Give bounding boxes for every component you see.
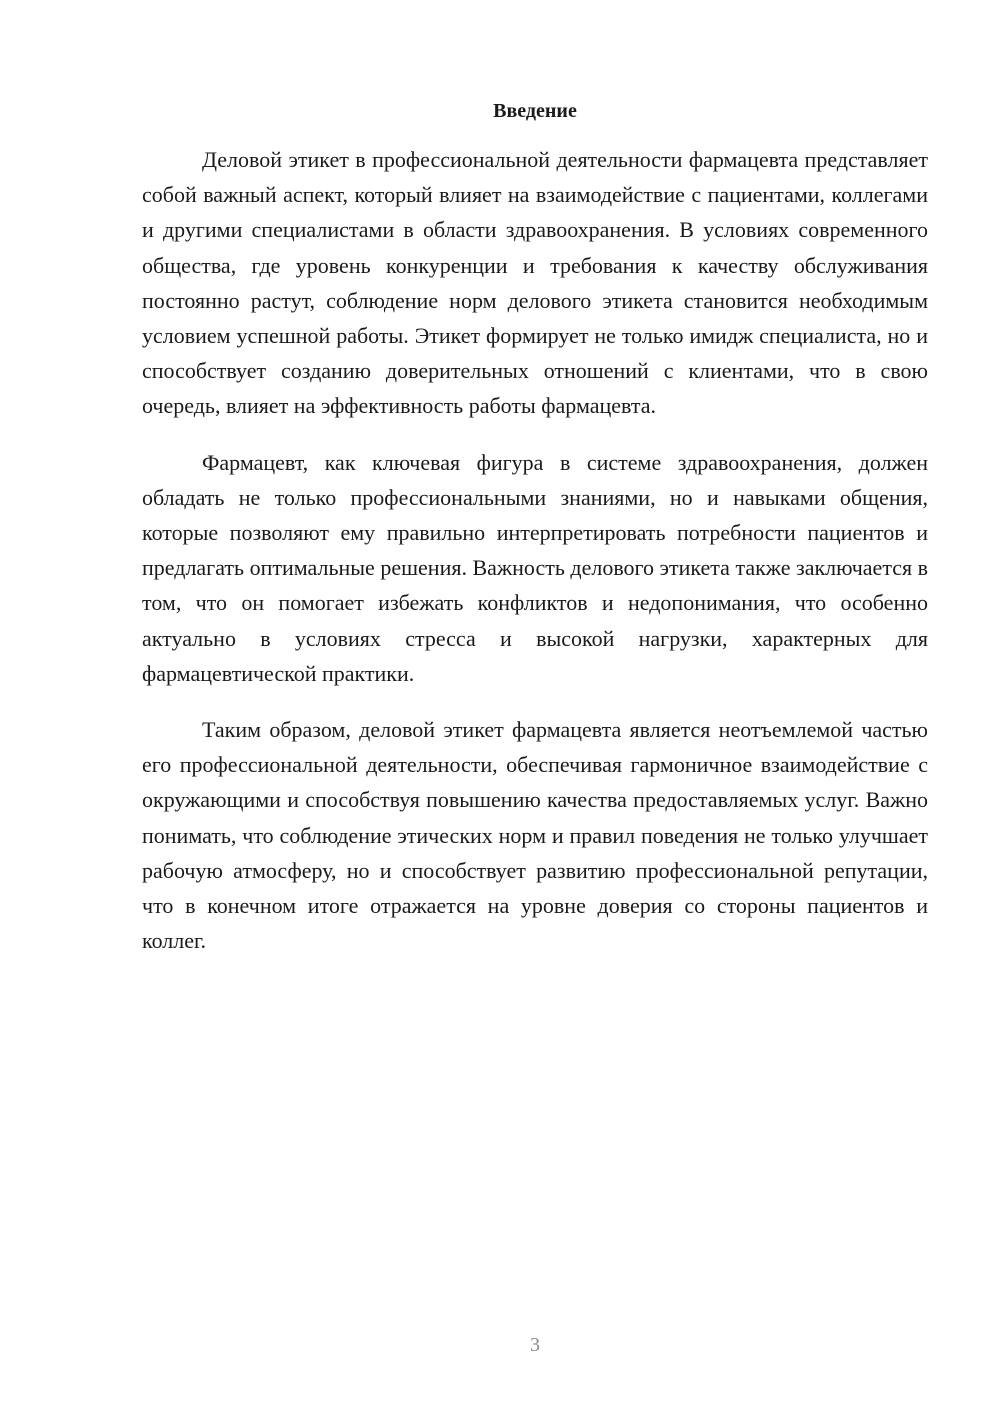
page-number: 3 bbox=[530, 1334, 540, 1356]
body-text bbox=[142, 142, 928, 979]
paragraph-3: Таким образом, деловой этикет фармацевта является неотъемлемой частью его профессиональной деятельности, обеспечивая гармоничное взаимодействие с окружающими и способствуя повышению качества предоставляемых услуг. Важно понимать, что соблюдение этических норм и правил поведения не только улучшает рабочую атмосферу, но и способствует развитию профессиональной репутации, что в конечном итоге отражается на уровне доверия со стороны пациентов и коллег. bbox=[142, 717, 928, 954]
paragraph-1: Деловой этикет в профессиональной деятельности фармацевта представляет собой важный аспект, который влияет на взаимодействие с пациентами, коллегами и другими специалистами в области здравоохранения. В условиях современного общества, где уровень конкуренции и требования к качеству обслуживания постоянно растут, соблюдение норм делового этикета становится необходимым условием успешной работы. Этикет формирует не только имидж специалиста, но и способствует созданию доверительных отношений с клиентами, что в свою очередь, влияет на эффективность работы фармацевта. bbox=[142, 147, 928, 419]
section-title: Введение bbox=[493, 100, 577, 122]
paragraph-2: Фармацевт, как ключевая фигура в системе здравоохранения, должен обладать не только профессиональными знаниями, но и навыками общения, которые позволяют ему правильно интерпретировать потребности пациентов и предлагать оптимальные решения. Важность делового этикета также заключается в том, что он помогает избежать конфликтов и недопонимания, что особенно актуально в условиях стресса и высокой нагрузки, характерных для фармацевтической практики. bbox=[142, 449, 928, 686]
